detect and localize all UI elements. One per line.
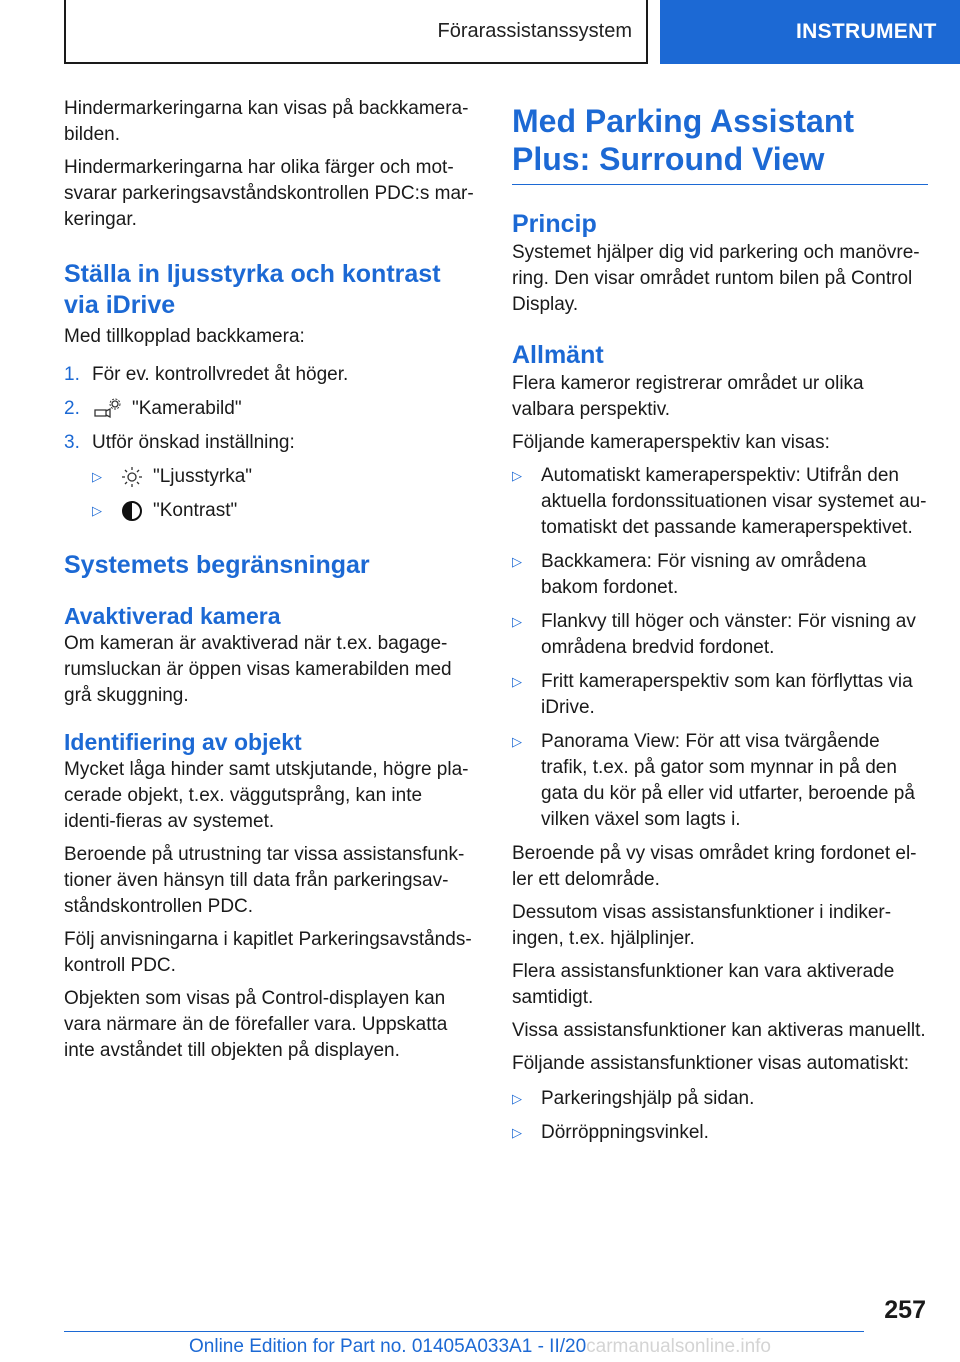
perspective-text: Automatiskt kameraperspektiv: Utifrån den aktuella fordonssituationen visar systemet au-tomatiskt det passande kameraperspektivet.: [541, 465, 927, 538]
ident-paragraph-1: Mycket låga hinder samt utskjutande, högre pla-cerade objekt, t.ex. väggutsprång, kan inte identi-fieras av systemet.: [64, 759, 469, 832]
general-paragraph-2: Följande kameraperspektiv kan visas:: [512, 432, 830, 453]
step-text: För ev. kontrollvredet åt höger.: [92, 364, 349, 385]
step-number: 2.: [64, 398, 80, 419]
bullet-triangle-icon: ▷: [512, 1091, 522, 1106]
substep-brightness: [64, 464, 476, 490]
step-text: "Kamerabild": [132, 398, 242, 419]
perspective-item: [512, 609, 928, 661]
ident-paragraph-4: Objekten som visas på Control-displayen kan vara närmare än de förefaller vara. Uppskatta inte avståndet till objekten på displayen.: [64, 988, 448, 1061]
contrast-icon: [121, 500, 143, 522]
inactive-camera-text: Om kameran är avaktiverad när t.ex. bagage-rumsluckan är öppen visas kamerabilden med grå skuggning.: [64, 633, 452, 706]
perspective-item: [512, 463, 928, 541]
intro-paragraph-2: Hindermarkeringarna har olika färger och mot-svarar parkeringsavståndskontrollen PDC:s mar-keringar.: [64, 157, 474, 230]
bullet-triangle-icon: ▷: [92, 503, 102, 518]
bullet-triangle-icon: ▷: [512, 674, 522, 689]
auto-function-text: Dörröppningsvinkel.: [541, 1122, 709, 1143]
brightness-sun-icon: [121, 466, 143, 488]
after-paragraph-2: Dessutom visas assistansfunktioner i indiker-ingen, t.ex. hjälplinjer.: [512, 902, 892, 949]
bullet-triangle-icon: ▷: [92, 469, 102, 484]
perspective-text: Fritt kameraperspektiv som kan förflyttas via iDrive.: [541, 671, 913, 718]
heading-object-identification: Identifiering av objekt: [64, 729, 302, 755]
step-number: 1.: [64, 364, 80, 385]
page-section-title: Med Parking Assistant Plus: Surround View: [512, 102, 928, 185]
header-chapter-tab: [660, 0, 960, 64]
bullet-triangle-icon: ▷: [512, 1125, 522, 1140]
general-paragraph-1: Flera kameror registrerar området ur olika valbara perspektiv.: [512, 373, 864, 420]
step-1: [64, 362, 476, 388]
after-paragraph-5: Följande assistansfunktioner visas automatiskt:: [512, 1053, 910, 1074]
step-text: Utför önskad inställning:: [92, 432, 295, 453]
perspective-text: Flankvy till höger och vänster: För visning av områdena bredvid fordonet.: [541, 611, 916, 658]
after-paragraph-1: Beroende på vy visas området kring fordonet el-ler ett delområde.: [512, 843, 917, 890]
page-number: 257: [884, 1296, 926, 1324]
auto-function-text: Parkeringshjälp på sidan.: [541, 1088, 755, 1109]
after-paragraph-4: Vissa assistansfunktioner kan aktiveras manuellt.: [512, 1020, 926, 1041]
perspective-item: [512, 729, 928, 833]
footer-divider: [64, 1331, 864, 1332]
auto-function-item: [512, 1120, 928, 1146]
substep-text: "Kontrast": [153, 500, 238, 521]
heading-brightness-contrast: Ställa in ljusstyrka och kontrast via iDrive: [64, 260, 441, 319]
heading-system-limits: Systemets begränsningar: [64, 551, 370, 579]
heading-principle: Princip: [512, 210, 597, 238]
perspective-text: Panorama View: För att visa tvärgående trafik, t.ex. på gator som mynnar in på den gata du kör på eller vid utfarter, beroende på vilken växel som lagts i.: [541, 731, 915, 830]
left-column: [64, 96, 476, 1071]
ident-paragraph-2: Beroende på utrustning tar vissa assistansfunk-tioner även hänsyn till data från parkeringsav-ståndskontrollen PDC.: [64, 844, 465, 917]
perspective-item: [512, 669, 928, 721]
header-chapter-title: INSTRUMENT: [796, 20, 937, 43]
intro-paragraph-1: Hindermarkeringarna kan visas på backkamera-bilden.: [64, 98, 469, 145]
principle-text: Systemet hjälper dig vid parkering och manövre-ring. Den visar området runtom bilen på Control Display.: [512, 242, 920, 315]
heading-inactive-camera: Avaktiverad kamera: [64, 603, 281, 629]
step-3: [64, 430, 476, 456]
bullet-triangle-icon: ▷: [512, 614, 522, 629]
substep-contrast: [64, 498, 476, 524]
substep-text: "Ljusstyrka": [153, 466, 253, 487]
after-paragraph-3: Flera assistansfunktioner kan vara aktiverade samtidigt.: [512, 961, 895, 1008]
auto-function-item: [512, 1086, 928, 1112]
bullet-triangle-icon: ▷: [512, 734, 522, 749]
step-2: [64, 396, 476, 422]
bullet-triangle-icon: ▷: [512, 554, 522, 569]
step-number: 3.: [64, 432, 80, 453]
bullet-triangle-icon: ▷: [512, 468, 522, 483]
footer: [0, 1333, 960, 1361]
camera-settings-icon: [92, 398, 122, 420]
ident-paragraph-3: Följ anvisningarna i kapitlet Parkeringsavstånds-kontroll PDC.: [64, 929, 472, 976]
right-column: [512, 96, 928, 1154]
header-section-title: Förarassistanssystem: [437, 19, 632, 42]
perspective-item: [512, 549, 928, 601]
perspective-text: Backkamera: För visning av områdena bakom fordonet.: [541, 551, 867, 598]
footer-edition: Online Edition for Part no. 01405A033A1 - II/20: [189, 1336, 587, 1357]
brightness-intro: Med tillkopplad backkamera:: [64, 326, 305, 347]
header-section-tab: [64, 0, 648, 64]
footer-watermark: carmanualsonline.info: [586, 1336, 771, 1357]
heading-general: Allmänt: [512, 341, 604, 369]
